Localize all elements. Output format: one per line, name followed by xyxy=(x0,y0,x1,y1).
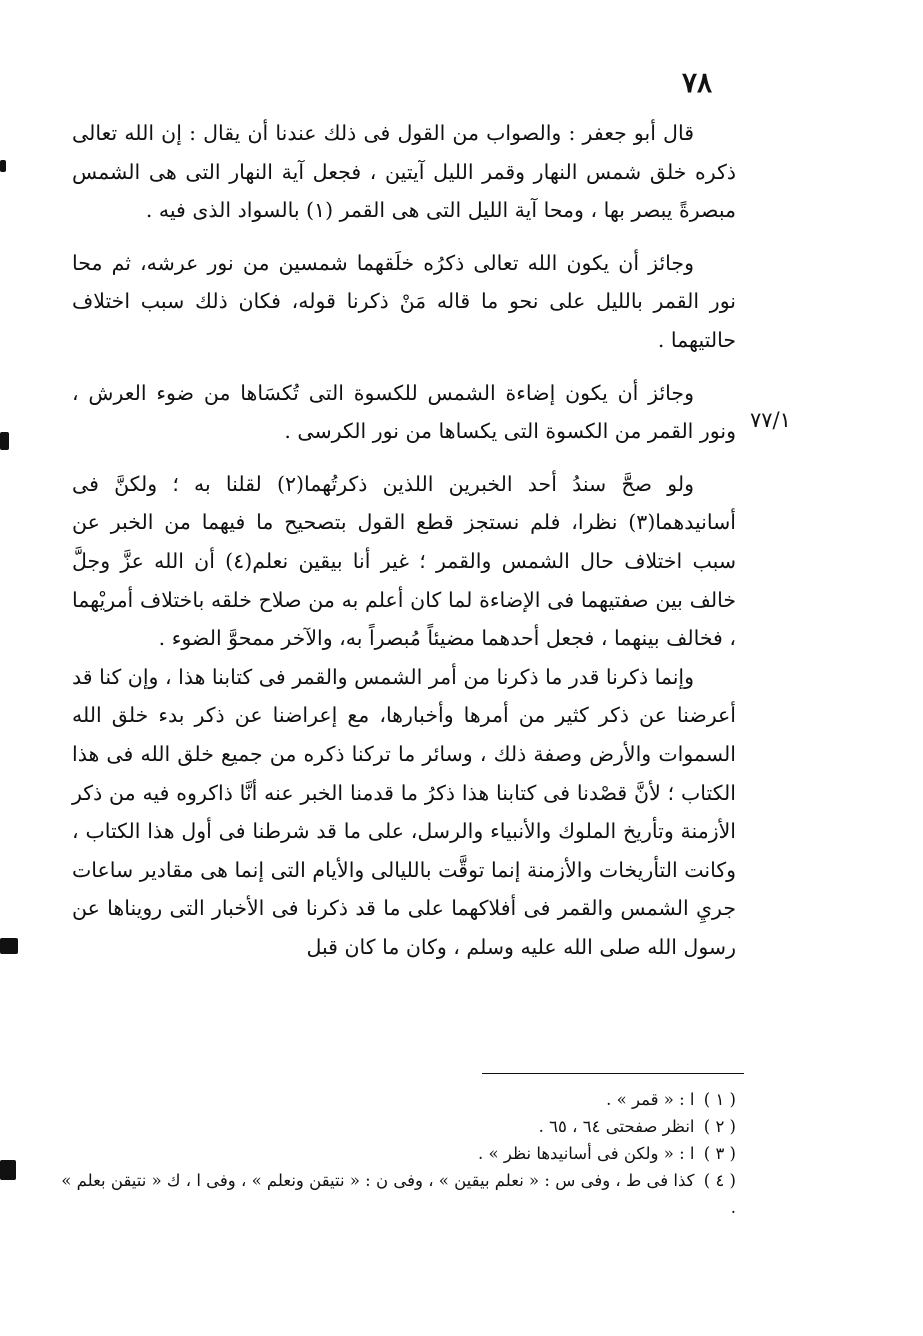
paragraph-2: وجائز أن يكون الله تعالى ذكرُه خلَقهما شمسين من نور عرشه، ثم محا نور القمر بالليل على نحو ما قاله مَنْ ذكرنا قوله، فكان ذلك سبب اختلاف حالتيهما . xyxy=(72,250,736,352)
scan-mark xyxy=(0,938,18,954)
paragraph-4: ولو صحَّ سندُ أحد الخبرين اللذين ذكرتُهما(٢) لقلنا به ؛ ولكنَّ فى أسانيدهما(٣) نظرا، فلم نستجز قطع القول بتصحيح ما فيهما من الخبر عن سبب اختلاف حال الشمس والقمر ؛ غير أنا بيقين نعلم(٤) أن الله عزَّ وجلَّ خالف بين صفتيهما فى الإضاءة لما كان أعلم به من صلاح خلقه باختلاف أمريْهما ، فخالف بينهما ، فجعل أحدهما مضيئاً مُبصراً به، والآخر ممحوَّ الضوء . xyxy=(72,471,736,651)
paragraph-3: وجائز أن يكون إضاءة الشمس للكسوة التى تُكسَاها من ضوء العرش ، ونور القمر من الكسوة التى يكساها من نور الكرسى . xyxy=(72,380,736,444)
footnote-mark: ( ١ ) xyxy=(703,1090,736,1109)
footnote-3 xyxy=(60,1140,736,1167)
footnote-1 xyxy=(60,1086,736,1113)
scan-mark xyxy=(0,1160,16,1180)
footnote-mark: ( ٣ ) xyxy=(703,1144,736,1163)
footnote-text: كذا فى ط ، وفى س : « نعلم بيقين » ، وفى ن : « نتيقن ونعلم » ، وفى ا ، ك « نتيقن بعلم » . xyxy=(61,1171,736,1217)
footnote-divider xyxy=(482,1073,744,1074)
scan-mark xyxy=(0,432,9,450)
scan-mark xyxy=(0,160,6,172)
main-text xyxy=(72,114,736,966)
footnote-text: ا : « قمر » . xyxy=(606,1090,695,1109)
footnote-4 xyxy=(60,1167,736,1221)
footnote-2 xyxy=(60,1113,736,1140)
paragraph-1: قال أبو جعفر : والصواب من القول فى ذلك عندنا أن يقال : إن الله تعالى ذكره خلق شمس النهار وقمر الليل آيتين ، فجعل آية النهار التى هى الشمس مبصرةً يبصر بها ، ومحا آية الليل التى هى القمر (١) بالسواد الذى فيه . xyxy=(72,121,736,223)
footnote-mark: ( ٢ ) xyxy=(703,1117,736,1136)
footnote-mark: ( ٤ ) xyxy=(703,1171,736,1190)
paragraph-5: وإنما ذكرنا قدر ما ذكرنا من أمر الشمس والقمر فى كتابنا هذا ، وإن كنا قد أعرضنا عن ذكر كثير من أمرها وأخبارها، مع إعراضنا عن ذكر بدء خلق الله السموات والأرض وصفة ذلك ، وسائر ما تركنا ذكره من جميع خلق الله فى هذا الكتاب ؛ لأنَّ قصْدنا فى كتابنا هذا ذكرُ ما قدمنا الخبر عنه أنَّا ذاكروه فيه من ذكر الأزمنة وتأريخ الملوك والأنبياء والرسل، على ما قد شرطنا فى أول هذا الكتاب ، وكانت التأريخات والأزمنة إنما توقَّت بالليالى والأيام التى إنما هى مقادير ساعات جريِ الشمس والقمر فى أفلاكهما على ما قد ذكرنا فى الأخبار التى رويناها عن رسول الله صلى الله عليه وسلم ، وكان ما كان قبل xyxy=(72,664,736,959)
margin-reference: ٧٧/١ xyxy=(750,408,791,432)
footnote-text: ا : « ولكن فى أسانيدها نظر » . xyxy=(478,1144,695,1163)
page-number: ٧٨ xyxy=(682,66,713,99)
footnotes xyxy=(60,1086,736,1221)
footnote-text: انظر صفحتى ٦٤ ، ٦٥ . xyxy=(538,1117,695,1136)
